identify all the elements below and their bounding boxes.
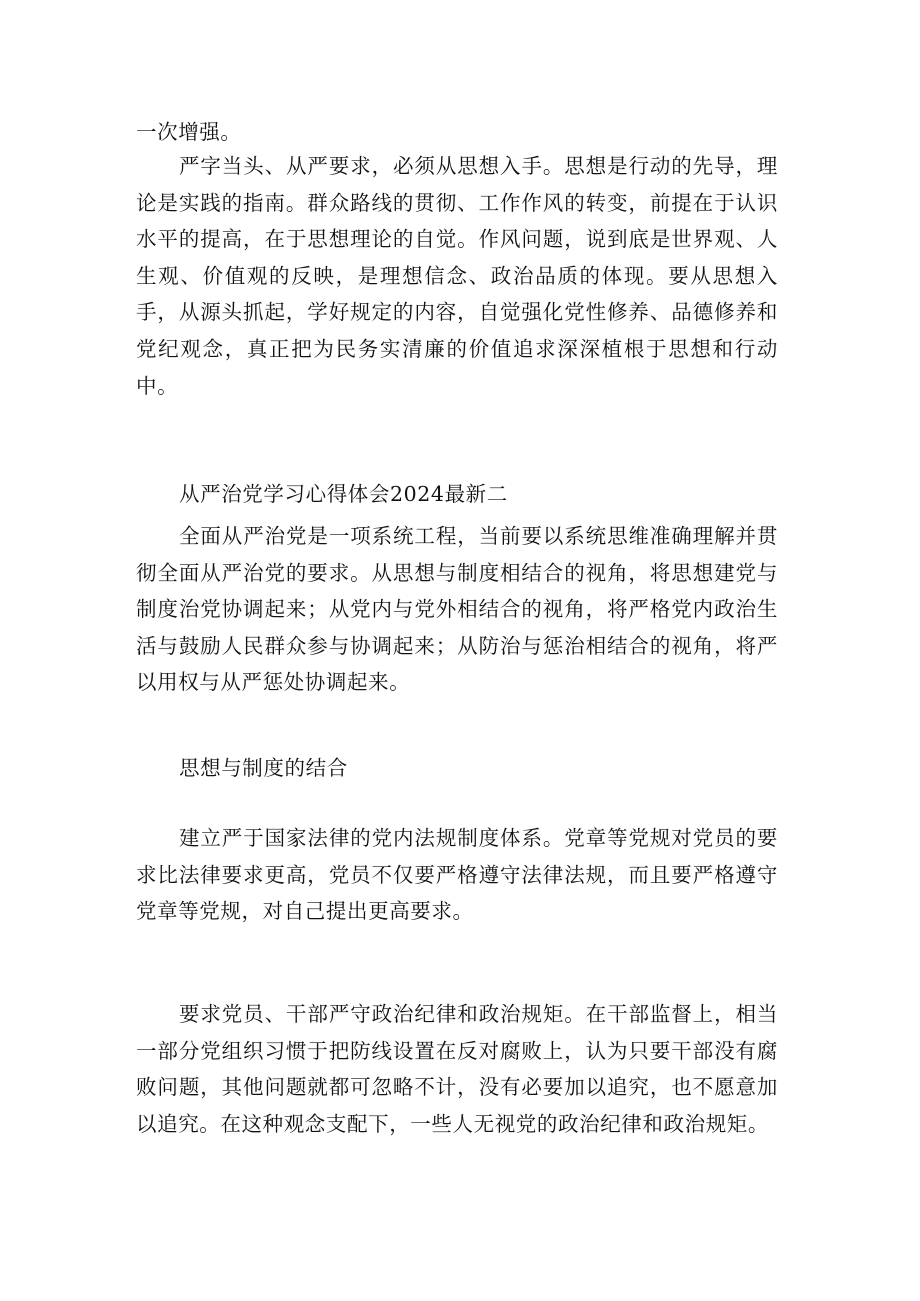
section-heading-part-two: 从严治党学习心得体会2024最新二: [179, 482, 508, 506]
section-heading-thought-and-system: 思想与制度的结合: [179, 756, 348, 780]
paragraph-continuation: 一次增强。: [136, 120, 242, 144]
paragraph-political-discipline: 要求党员、干部严守政治纪律和政治规矩。在干部监督上，相当一部分党组织习惯于把防线设置在反对腐败上，认为只要干部没有腐败问题，其他问题就都可忽略不计，没有必要加以追究，也不愿意加以追究。在这种观念支配下，一些人无视党的政治纪律和政治规矩。: [136, 1002, 778, 1136]
paragraph-systematic-project: 全面从严治党是一项系统工程，当前要以系统思维准确理解并贯彻全面从严治党的要求。从思想与制度相结合的视角，将思想建党与制度治党协调起来；从党内与党外相结合的视角，将严格党内政治生活与鼓励人民群众参与协调起来；从防治与惩治相结合的视角，将严以用权与从严惩处协调起来。: [136, 524, 778, 695]
paragraph-strict-thinking: 严字当头、从严要求，必须从思想入手。思想是行动的先导，理论是实践的指南。群众路线的贯彻、工作作风的转变，前提在于认识水平的提高，在于思想理论的自觉。作风问题，说到底是世界观、人生观、价值观的反映，是理想信念、政治品质的体现。要从思想入手，从源头抓起，学好规定的内容，自觉强化党性修养、品德修养和党纪观念，真正把为民务实清廉的价值追求深深植根于思想和行动中。: [136, 154, 778, 398]
paragraph-party-regulations: 建立严于国家法律的党内法规制度体系。党章等党规对党员的要求比法律要求更高，党员不仅要严格遵守法律法规，而且要严格遵守党章等党规，对自己提出更高要求。: [136, 826, 778, 924]
